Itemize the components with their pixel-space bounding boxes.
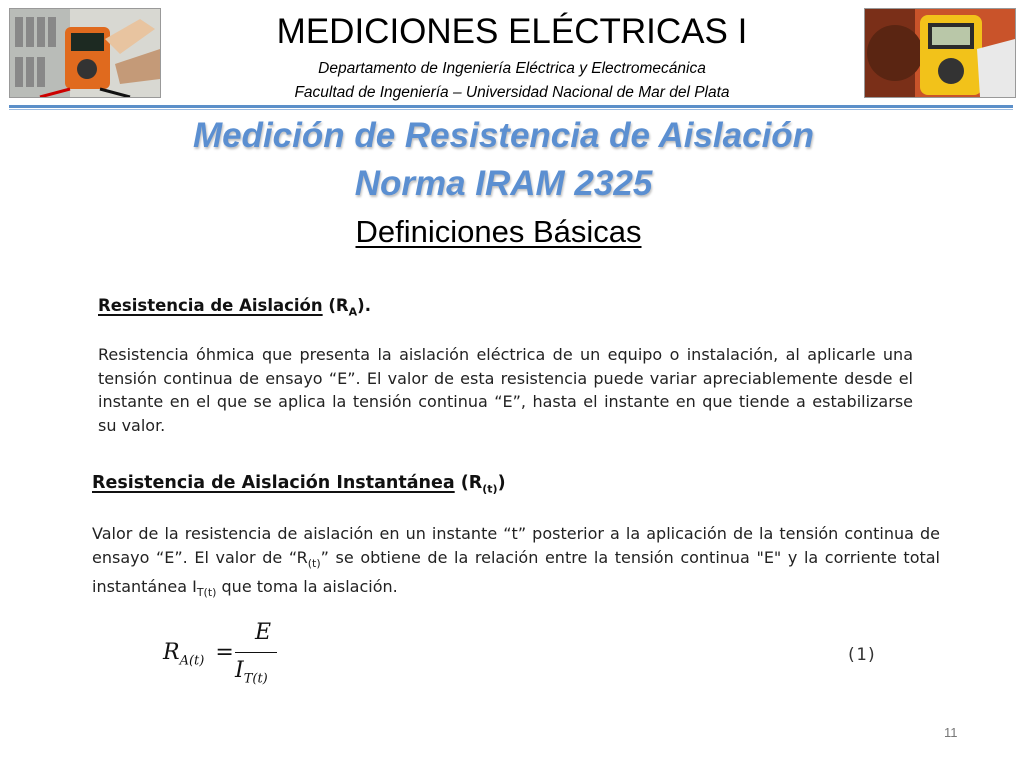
header-department: Departamento de Ingeniería Eléctrica y Electromecánica <box>318 60 706 77</box>
formula-denominator-sub: T(t) <box>243 671 268 687</box>
section2-body-part1: Valor de la resistencia de aislación en un instante “t” posterior a la aplicación de la tensión continua de ensayo “E”. El valor de “R <box>92 524 940 567</box>
section1-body: Resistencia óhmica que presenta la aislación eléctrica de un equipo o instalación, al aplicarle una tensión continua de ensayo “E”. El valor de esta resistencia puede variar apreciablemente desde el instante en el que se aplica la tensión continua “E”, hasta el instante en que tiende a estabilizarse su valor. <box>98 345 913 435</box>
formula-lhs-sub: A(t) <box>179 653 205 669</box>
section1-symbol <box>328 296 371 319</box>
equation-number: (1) <box>846 645 877 665</box>
section1-symbol-end: ). <box>357 296 371 315</box>
formula-lhs-main: R <box>163 640 180 665</box>
section2-body-sub1: (t) <box>307 556 321 570</box>
header-title: MEDICIONES ELÉCTRICAS I <box>276 12 748 51</box>
formula-equals: = <box>215 640 234 665</box>
section1-heading <box>98 295 371 323</box>
formula-denominator-main: I <box>235 658 244 683</box>
section2-heading <box>92 472 506 501</box>
section2-body-part3: que toma la aislación. <box>216 577 398 597</box>
section2-symbol-main: (R <box>460 473 483 493</box>
section1-heading-text: Resistencia de Aislación <box>98 296 323 315</box>
section2-body-part2: ” se obtiene de la relación entre la tensión continua "E" y la corriente total instantánea I <box>92 547 941 597</box>
header-photo-left <box>9 8 161 98</box>
formula-denominator <box>235 658 268 686</box>
header-photo-right <box>864 8 1016 98</box>
slide-subtitle <box>0 212 997 252</box>
header-faculty: Facultad de Ingeniería – Universidad Nacional de Mar del Plata <box>294 84 730 101</box>
header-divider-thin <box>9 109 1013 110</box>
slide-subtitle-text: Definiciones Básicas <box>355 214 642 249</box>
section2-symbol-sub: (t) <box>482 482 498 496</box>
formula-fraction-bar <box>235 652 277 653</box>
section2-symbol <box>460 473 506 496</box>
section2-body <box>92 522 940 605</box>
formula-lhs <box>163 640 234 668</box>
section2-heading-text: Resistencia de Aislación Instantánea <box>92 473 455 493</box>
formula-numerator: E <box>254 620 272 645</box>
page-number: 11 <box>944 725 958 740</box>
header-divider <box>9 105 1013 108</box>
section1-symbol-sub: A <box>348 305 358 319</box>
section1-symbol-main: (R <box>328 296 349 315</box>
slide-title-line1: Medición de Resistencia de Aislación <box>192 116 815 155</box>
section2-symbol-end: ) <box>497 473 506 493</box>
slide-title-line2: Norma IRAM 2325 <box>354 164 653 203</box>
section2-body-sub2: T(t) <box>196 586 217 600</box>
